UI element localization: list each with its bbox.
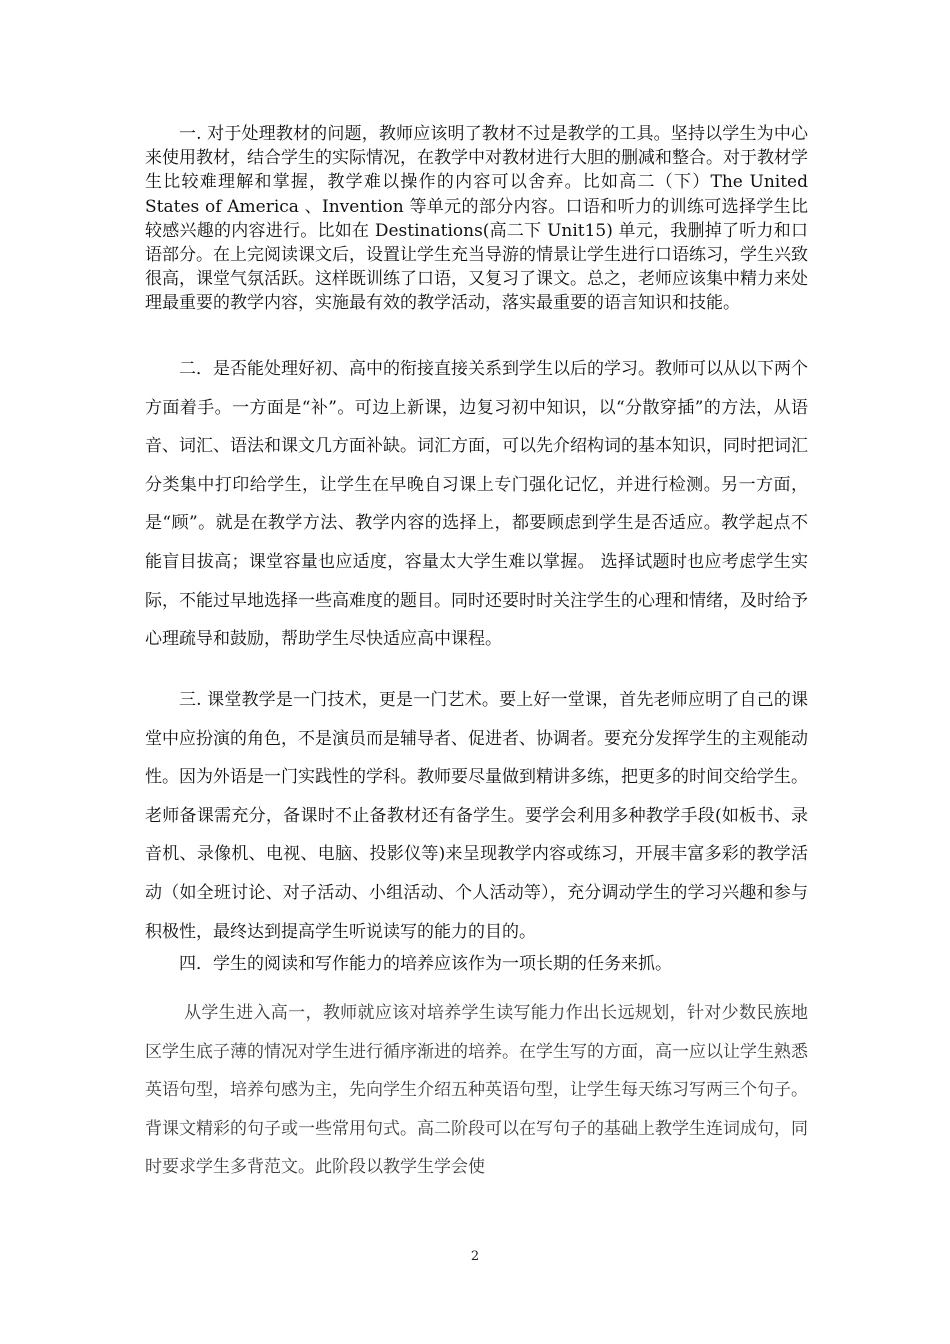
paragraph-3: 三. 课堂教学是一门技术，更是一门艺术。要上好一堂课，首先老师应明了自己的课堂中应扮演的角色，不是演员而是辅导者、促进者、协调者。要充分发挥学生的主观能动性。因为外语是一门实践性的学科。教师要尽量做到精讲多练，把更多的时间交给学生。老师备课需充分，备课时不止备教材还有备学生。要学会利用多种教学手段(如板书、录音机、录像机、电视、电脑、投影仪等)来呈现教学内容或练习，开展丰富多彩的教学活动（如全班讨论、对子活动、小组活动、个人活动等），充分调动学生的学习兴趣和参与积极性，最终达到提高学生听说读写的能力的目的。 bbox=[145, 690, 808, 942]
paragraph-5: 从学生进入高一，教师就应该对培养学生读写能力作出长远规划，针对少数民族地区学生底子薄的情况对学生进行循序渐进的培养。在学生写的方面，高一应以让学生熟悉英语句型，培养句感为主，先向学生介绍五种英语句型，让学生每天练习写两三个句子。背课文精彩的句子或一些常用句式。高二阶段可以在写句子的基础上教学生连词成句，同时要求学生多背范文。此阶段以教学生学会使 bbox=[145, 1003, 808, 1178]
paragraph-2: 二．是否能处理好初、高中的衔接直接关系到学生以后的学习。教师可以从以下两个方面着手。一方面是“补”。可边上新课，边复习初中知识，以“分散穿插”的方法，从语音、词汇、语法和课文几方面补缺。词汇方面，可以先介绍构词的基本知识，同时把词汇分类集中打印给学生，让学生在早晚自习课上专门强化记忆，并进行检测。另一方面，是“顾”。就是在教学方法、教学内容的选择上，都要顾虑到学生是否适应。教学起点不能盲目拔高；课堂容量也应适度，容量太大学生难以掌握。 选择试题时也应考虑学生实际，不能过早地选择一些高难度的题目。同时还要时时关注学生的心理和情绪，及时给予心理疏导和鼓励，帮助学生尽快适应高中课程。 bbox=[145, 359, 808, 650]
paragraph-4: 四．学生的阅读和写作能力的培养应该作为一项长期的任务来抓。 bbox=[179, 954, 672, 974]
page-number: 2 bbox=[470, 1249, 480, 1264]
paragraph-1: 一. 对于处理教材的问题，教师应该明了教材不过是教学的工具。坚持以学生为中心来使用教材，结合学生的实际情况，在教学中对教材进行大胆的删减和整合。对于教材学生比较难理解和掌握，教学难以操作的内容可以舍弃。比如高二（下）The United States of America 、Invention 等单元的部分内容。口语和听力的训练可选择学生比较感兴趣的内容进行。比如在 Destinations(高二下 Unit15) 单元，我删掉了听力和口语部分。在上完阅读课文后，设置让学生充当导游的情景让学生进行口语练习，学生兴致很高，课堂气氛活跃。这样既训练了口语，又复习了课文。总之，老师应该集中精力来处理最重要的教学内容，实施最有效的教学活动，落实最重要的语言知识和技能。 bbox=[145, 124, 808, 314]
